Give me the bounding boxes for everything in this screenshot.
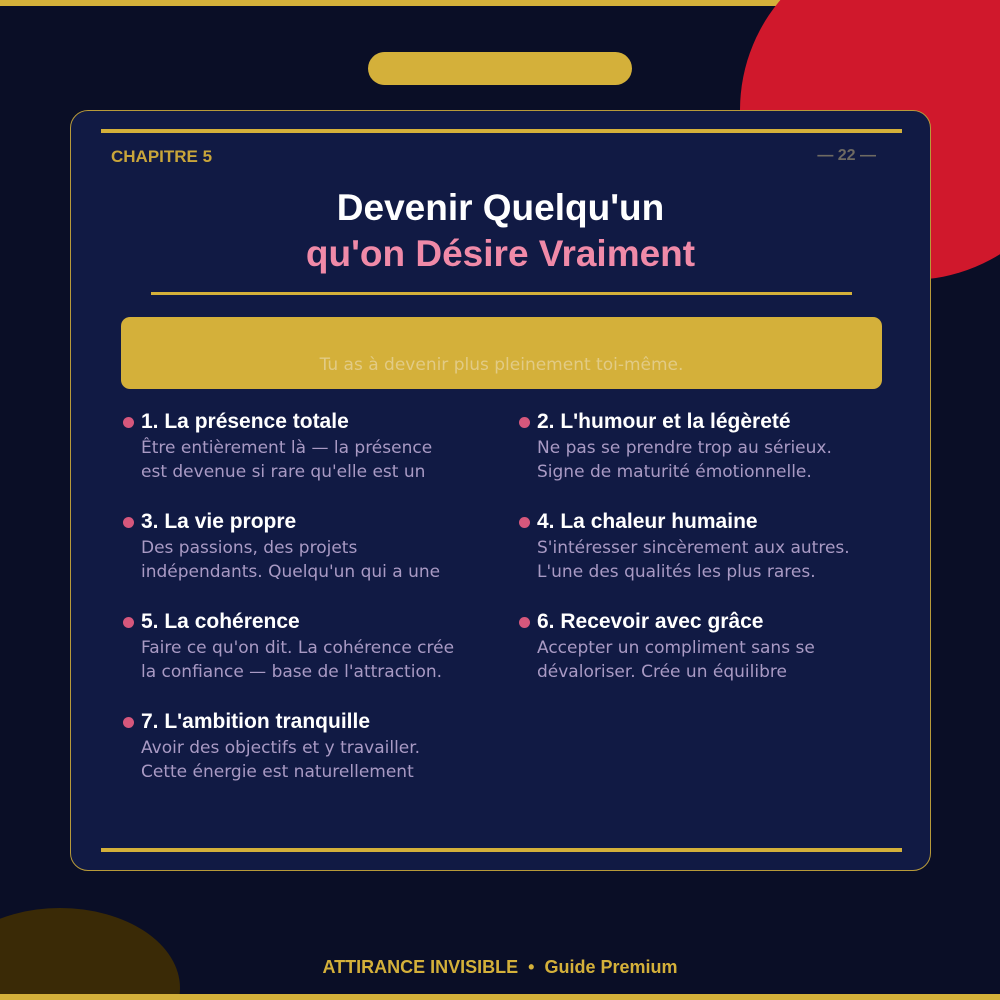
item-title: 1. La présence totale [141, 410, 349, 433]
item-title: 3. La vie propre [141, 510, 297, 533]
item-description: Avoir des objectifs et y travailler. Cette énergie est naturellement [141, 738, 421, 782]
item-description: S'intéresser sincèrement aux autres. L'une des qualités les plus rares. [537, 538, 850, 582]
item-description: Ne pas se prendre trop au sérieux. Signe de maturité émotionnelle. [537, 438, 832, 482]
footer-brand: ATTIRANCE INVISIBLE • Guide Premium [322, 957, 678, 977]
top-gold-pill [368, 52, 632, 85]
card-top-rule [101, 129, 902, 133]
page-title-line-2: qu'on Désire Vraiment [305, 233, 696, 274]
bullet-dot-icon [123, 617, 134, 628]
item-title: 6. Recevoir avec grâce [537, 610, 764, 633]
bullet-dot-icon [519, 617, 530, 628]
item-description: Faire ce qu'on dit. La cohérence crée la confiance — base de l'attraction. [141, 638, 455, 682]
bottom-gold-bar [0, 994, 1000, 1000]
item-title: 2. L'humour et la légèreté [537, 410, 791, 433]
quote-banner [121, 317, 882, 389]
chapter-label: CHAPITRE 5 [111, 147, 213, 166]
page-title-line-1: Devenir Quelqu'un [336, 187, 665, 228]
item-title: 5. La cohérence [141, 610, 300, 633]
bullet-dot-icon [123, 717, 134, 728]
item-description: Des passions, des projets indépendants. Quelqu'un qui a une [141, 538, 441, 582]
item-description: Être entièrement là — la présence est devenue si rare qu'elle est un [141, 438, 433, 482]
card-bottom-rule [101, 848, 902, 852]
item-title: 7. L'ambition tranquille [141, 710, 371, 733]
bullet-dot-icon [123, 517, 134, 528]
bullet-dot-icon [519, 517, 530, 528]
bullet-dot-icon [519, 417, 530, 428]
gold-decorative-blob [0, 908, 180, 1000]
title-divider [151, 292, 852, 295]
item-description: Accepter un compliment sans se dévaloriser. Crée un équilibre [537, 638, 815, 682]
bullet-dot-icon [123, 417, 134, 428]
page-number: — 22 — [817, 147, 876, 164]
banner-text: Tu as à devenir plus pleinement toi-même. [319, 355, 684, 375]
item-title: 4. La chaleur humaine [537, 510, 758, 533]
chapter-card [70, 110, 931, 871]
